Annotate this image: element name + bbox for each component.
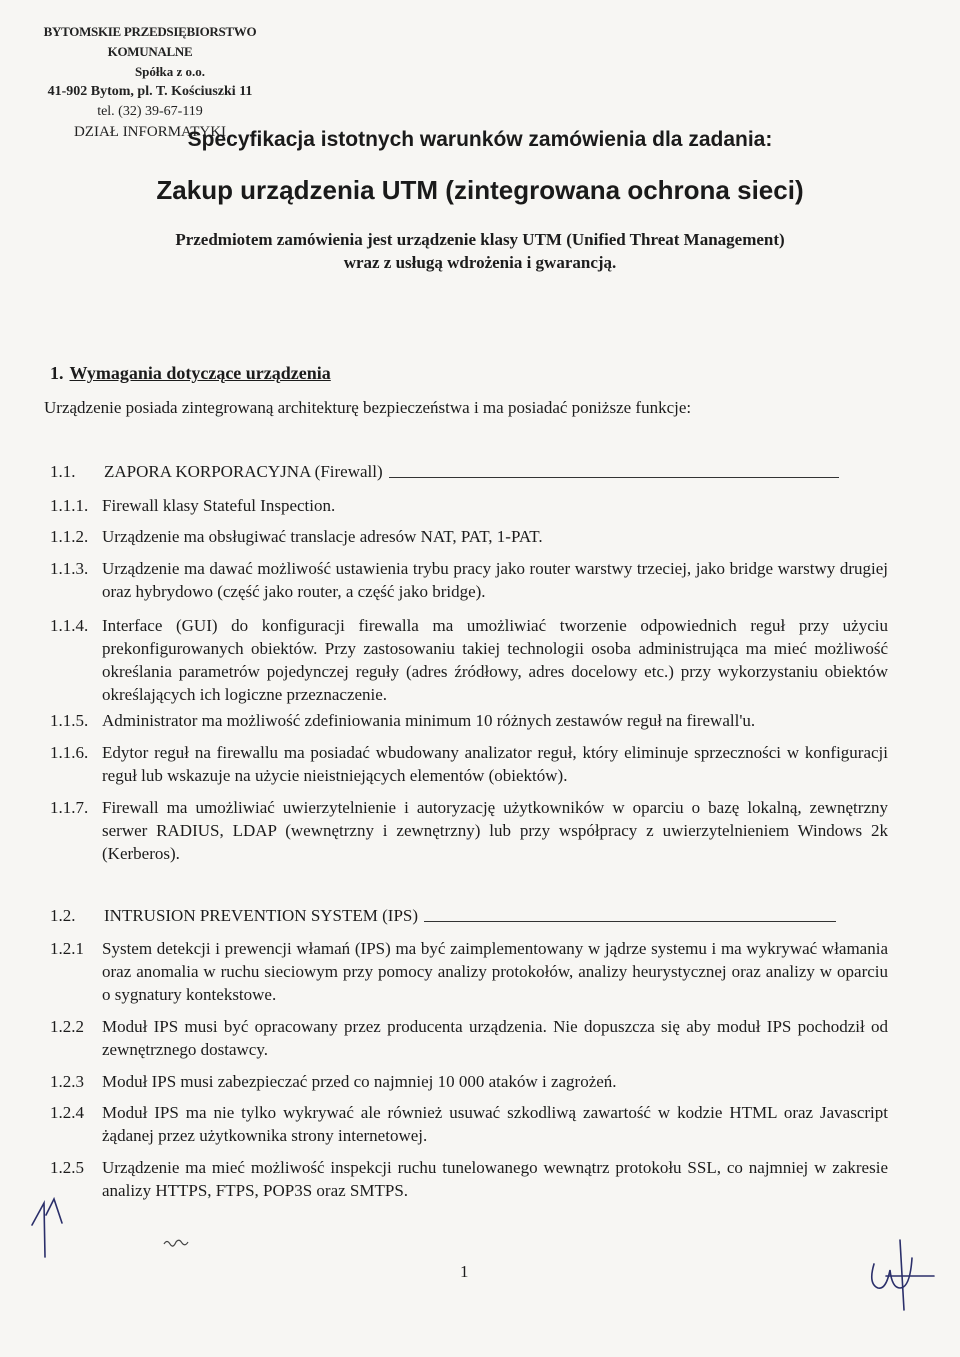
item-number: 1.1.3. [50,559,89,578]
item-text: System detekcji i prewencji włamań (IPS) ma być zaimplementowany w jądrze systemu i ma wykrywać włamania oraz anomalia w ruchu sieciowym przy pomocy analizy protokołów, analizy heurystycznej oraz analizy w oparciu o sygnatury kontekstowe. [102,939,888,1004]
underline-rule [389,476,839,478]
subsection-1-1-title: ZAPORA KORPORACYJNA (Firewall) [104,462,383,481]
page-number: 1 [460,1262,469,1281]
item-text: Moduł IPS musi być opracowany przez producenta urządzenia. Nie dopuszcza się aby moduł IPS pochodził od zewnętrznego dostawcy. [102,1017,888,1059]
item-number: 1.2.1 [50,939,84,958]
item-number: 1.1.1. [50,496,89,515]
stamp-department: DZIAŁ INFORMATYKI [73,124,227,140]
item-number: 1.1.2. [50,527,89,546]
item-text: Interface (GUI) do konfiguracji firewalla ma umożliwiać tworzenie odpowiednich reguł przy użyciu prekonfigurowanych obiektów. Przy zastosowaniu takiej technologii osoba administrująca ma mieć możliwość określania parametrów pojedynczej reguły (adres źródłowy, adres docelowy etc.) przy wykorzystaniu obiektów określających ich logiczne przeznaczenie. [102,616,888,704]
handwritten-initial-left [28,1195,78,1265]
section-1-heading [50,363,331,384]
stamp-company-name: BYTOMSKIE PRZEDSIĘBIORSTWO KOMUNALNE [43,24,257,59]
item-text: Firewall ma umożliwiać uwierzytelnienie i autoryzację użytkowników w oparciu o bazę lokalną, zewnętrzny serwer RADIUS, LDAP (wewnętrzny i zewnętrzny) lub przy współpracy z uwierzytelnieniem Windows 2k (Kerberos). [102,798,888,863]
section-1-title: Wymagania dotyczące urządzenia [69,363,331,383]
item-text: Firewall klasy Stateful Inspection. [102,496,336,515]
stamp-address: 41-902 Bytom, pl. T. Kościuszki 11 [47,84,253,99]
item-text: Moduł IPS musi zabezpieczać przed co najmniej 10 000 ataków i zagrożeń. [102,1072,617,1091]
subject-line-1: Przedmiotem zamówienia jest urządzenie klasy UTM (Unified Threat Management) [175,230,785,249]
item-text: Urządzenie ma mieć możliwość inspekcji ruchu tunelowanego wewnątrz protokołu SSL, co najmniej w zakresie analizy HTTPS, FTPS, POP3S oraz SMTPS. [102,1158,888,1200]
subsection-1-2-title: INTRUSION PREVENTION SYSTEM (IPS) [104,906,419,925]
item-number: 1.2.5 [50,1158,84,1177]
subsection-1-2-heading [50,906,836,926]
subsection-1-1-number: 1.1. [50,462,76,481]
stamp-company-form: Spółka z o.o. [134,64,206,79]
item-number: 1.2.4 [50,1103,84,1122]
item-number: 1.1.5. [50,711,89,730]
item-text: Moduł IPS ma nie tylko wykrywać ale również usuwać szkodliwą zawartość w kodzie HTML oraz Javascript żądanej przez użytkownika strony internetowej. [102,1103,888,1145]
item-number: 1.2.2 [50,1017,84,1036]
item-number: 1.2.3 [50,1072,84,1091]
item-text: Urządzenie ma dawać możliwość ustawienia trybu pracy jako router warstwy trzeciej, jako bridge warstwy drugiej oraz hybrydowo (część jako router, a część jako bridge). [102,559,888,601]
stamp-phone: tel. (32) 39-67-119 [97,104,203,119]
ink-smudge [162,1236,192,1250]
item-number: 1.1.7. [50,798,89,817]
document-title: Zakup urządzenia UTM (zintegrowana ochrona sieci) [156,175,804,205]
item-text: Edytor reguł na firewallu ma posiadać wbudowany analizator reguł, który eliminuje sprzeczności w konfiguracji reguł lub wskazuje na użycie nieistniejących elementów (obiektów). [102,743,888,785]
underline-rule [424,920,836,922]
item-text: Urządzenie ma obsługiwać translacje adresów NAT, PAT, 1-PAT. [102,527,543,546]
subsection-1-2-number: 1.2. [50,906,76,925]
item-number: 1.1.6. [50,743,89,762]
subject-statement [0,228,960,274]
subsection-1-1-heading [50,462,839,482]
section-1-number: 1. [50,363,64,383]
document-heading: Specyfikacja istotnych warunków zamówienia dla zadania: [187,128,773,151]
section-1-intro: Urządzenie posiada zintegrowaną architekturę bezpieczeństwa i ma posiadać poniższe funkcje: [44,398,692,417]
item-number: 1.1.4. [50,616,89,635]
item-text: Administrator ma możliwość zdefiniowania minimum 10 różnych zestawów reguł na firewall'u. [102,711,756,730]
subject-line-2: wraz z usługą wdrożenia i gwarancją. [343,253,617,272]
handwritten-signature-right [860,1230,940,1320]
company-stamp [40,22,260,142]
